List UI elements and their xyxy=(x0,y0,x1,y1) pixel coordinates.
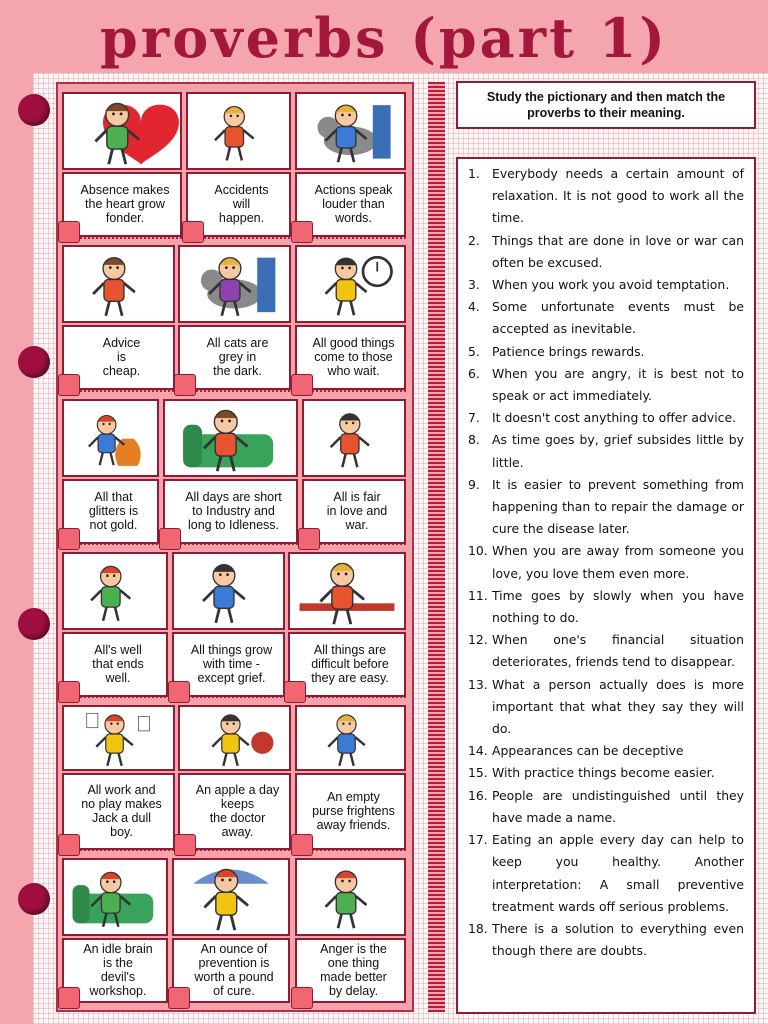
meaning-text: When one's financial situation deteriorates, friends tend to disappear. xyxy=(492,632,744,670)
answer-box[interactable] xyxy=(168,987,190,1009)
answer-box[interactable] xyxy=(291,221,313,243)
punch-hole-icon xyxy=(18,346,50,378)
proverb-caption: All good things come to those who wait. xyxy=(295,325,406,390)
answer-box[interactable] xyxy=(174,834,196,856)
meaning-item xyxy=(468,629,744,673)
proverb-card xyxy=(163,399,298,544)
proverb-card xyxy=(62,552,168,697)
meaning-item xyxy=(468,274,744,296)
meaning-text: As time goes by, grief subsides little by little. xyxy=(492,432,744,470)
answer-box[interactable] xyxy=(58,221,80,243)
proverb-card xyxy=(295,705,406,850)
two-women-talking-icon xyxy=(62,245,175,323)
meaning-number: 17. xyxy=(468,832,488,848)
meaning-text: What a person actually does is more important that what they say they will do. xyxy=(492,676,744,737)
proverb-caption: All things grow with time - except grief. xyxy=(172,632,285,697)
meaning-text: When you work you avoid temptation. xyxy=(492,277,730,293)
proverb-card xyxy=(178,705,291,850)
man-with-empty-purse-icon xyxy=(295,705,406,771)
answer-box[interactable] xyxy=(168,681,190,703)
meaning-number: 7. xyxy=(468,410,480,426)
meaning-text: Patience brings rewards. xyxy=(492,343,645,359)
answer-box[interactable] xyxy=(58,528,80,550)
meaning-number: 2. xyxy=(468,232,480,248)
meanings-list xyxy=(456,157,756,1014)
proverb-caption: Absence makes the heart grow fonder. xyxy=(62,172,182,237)
meaning-item xyxy=(468,341,744,363)
proverb-caption: Accidents will happen. xyxy=(186,172,291,237)
page-title: proverbs (part 1) xyxy=(100,6,668,70)
woman-with-umbrella-icon xyxy=(172,858,290,936)
meaning-number: 9. xyxy=(468,476,480,492)
proverb-caption: All days are short to Industry and long to Idleness. xyxy=(163,479,298,544)
woman-in-armchair-icon xyxy=(163,399,298,477)
proverb-caption: Advice is cheap. xyxy=(62,325,175,390)
meaning-item xyxy=(468,540,744,584)
meaning-number: 5. xyxy=(468,343,480,359)
meaning-item xyxy=(468,363,744,407)
meaning-item xyxy=(468,829,744,918)
meaning-item xyxy=(468,296,744,340)
grey-cat-icon xyxy=(178,245,291,323)
answer-box[interactable] xyxy=(159,528,181,550)
dancing-man-icon xyxy=(62,552,168,630)
man-on-sofa-icon xyxy=(62,858,168,936)
angry-woman-icon xyxy=(295,858,406,936)
meaning-number: 14. xyxy=(468,743,488,759)
proverb-card xyxy=(62,399,159,544)
proverb-card xyxy=(172,552,285,697)
proverb-card xyxy=(295,858,406,1003)
meaning-text: Eating an apple every day can help to keep you healthy. Another interpretation: A small preventive treatment wards off serious problems. xyxy=(492,832,744,914)
answer-box[interactable] xyxy=(58,987,80,1009)
woman-and-man-fighting-icon xyxy=(302,399,406,477)
proverb-caption: An apple a day keeps the doctor away. xyxy=(178,773,291,850)
meaning-item xyxy=(468,762,744,784)
proverb-caption: All cats are grey in the dark. xyxy=(178,325,291,390)
meaning-number: 3. xyxy=(468,277,480,293)
answer-box[interactable] xyxy=(298,528,320,550)
proverb-caption: All is fair in love and war. xyxy=(302,479,406,544)
proverb-card xyxy=(186,92,291,237)
meaning-item xyxy=(468,429,744,473)
meaning-text: Appearances can be deceptive xyxy=(492,743,684,759)
meaning-text: There is a solution to everything even though there are doubts. xyxy=(492,920,744,959)
meaning-number: 12. xyxy=(468,632,488,648)
answer-box[interactable] xyxy=(291,987,313,1009)
proverb-card xyxy=(62,92,182,237)
boy-with-apple-icon xyxy=(178,705,291,771)
proverb-card xyxy=(62,705,175,850)
meaning-number: 16. xyxy=(468,787,488,803)
punch-hole-icon xyxy=(18,608,50,640)
meaning-number: 11. xyxy=(468,587,488,603)
proverb-card xyxy=(295,92,406,237)
answer-box[interactable] xyxy=(174,374,196,396)
proverb-card xyxy=(62,245,175,390)
punch-hole-icon xyxy=(18,883,50,915)
meaning-text: Things that are done in love or war can often be excused. xyxy=(492,232,744,270)
meaning-number: 15. xyxy=(468,765,488,781)
meaning-item xyxy=(468,474,744,541)
meaning-item xyxy=(468,740,744,762)
meaning-number: 1. xyxy=(468,166,480,181)
answer-box[interactable] xyxy=(182,221,204,243)
proverb-caption: Actions speak louder than words. xyxy=(295,172,406,237)
answer-box[interactable] xyxy=(58,834,80,856)
answer-box[interactable] xyxy=(58,681,80,703)
proverb-caption: All things are difficult before they are easy. xyxy=(288,632,406,697)
proverb-caption: All's well that ends well. xyxy=(62,632,168,697)
meaning-text: Some unfortunate events must be accepted as inevitable. xyxy=(492,299,744,337)
meaning-text: When you are angry, it is best not to speak or act immediately. xyxy=(492,365,744,404)
man-with-clock-icon xyxy=(295,245,406,323)
man-with-certificate-icon xyxy=(295,92,406,170)
meaning-text: It doesn't cost anything to offer advice. xyxy=(492,410,737,426)
proverb-card xyxy=(288,552,406,697)
meaning-item xyxy=(468,674,744,741)
meaning-text: With practice things become easier. xyxy=(492,765,715,781)
proverb-card xyxy=(172,858,290,1003)
answer-box[interactable] xyxy=(291,374,313,396)
answer-box[interactable] xyxy=(58,374,80,396)
proverb-card xyxy=(62,858,168,1003)
proverb-card xyxy=(295,245,406,390)
meaning-item xyxy=(468,918,744,962)
meaning-text: People are undistinguished until they have made a name. xyxy=(492,787,744,825)
meaning-text: It is easier to prevent something from happening than to repair the damage or cure the disease later. xyxy=(492,476,744,537)
girl-at-desk-icon xyxy=(288,552,406,630)
punch-hole-icon xyxy=(18,94,50,126)
meaning-number: 4. xyxy=(468,299,480,315)
meaning-item xyxy=(468,585,744,629)
instructions-box: Study the pictionary and then match the proverbs to their meaning. xyxy=(456,81,756,129)
woman-with-vase-icon xyxy=(62,399,159,477)
proverb-card xyxy=(302,399,406,544)
answer-box[interactable] xyxy=(291,834,313,856)
crying-man-icon xyxy=(172,552,285,630)
proverb-caption: All work and no play makes Jack a dull boy. xyxy=(62,773,175,850)
proverb-caption: All that glitters is not gold. xyxy=(62,479,159,544)
slipping-man-icon xyxy=(186,92,291,170)
broken-heart-computer-icon xyxy=(62,92,182,170)
proverb-caption: An ounce of prevention is worth a pound of cure. xyxy=(172,938,290,1003)
proverb-caption: An empty purse frightens away friends. xyxy=(295,773,406,850)
proverb-caption: Anger is the one thing made better by delay. xyxy=(295,938,406,1003)
decorative-stripe xyxy=(428,82,445,1012)
answer-box[interactable] xyxy=(284,681,306,703)
meaning-item xyxy=(468,163,744,230)
meaning-number: 18. xyxy=(468,920,488,936)
meaning-text: Time goes by slowly when you have nothing to do. xyxy=(492,587,744,626)
meaning-number: 13. xyxy=(468,676,488,692)
stressed-man-papers-icon xyxy=(62,705,175,771)
meaning-item xyxy=(468,407,744,429)
meaning-item xyxy=(468,230,744,274)
proverb-card xyxy=(178,245,291,390)
meaning-text: When you are away from someone you love, you love them even more. xyxy=(492,543,744,581)
meaning-number: 6. xyxy=(468,365,480,381)
meaning-number: 10. xyxy=(468,543,488,559)
meaning-text: Everybody needs a certain amount of relaxation. It is not good to work all the time. xyxy=(492,166,744,226)
meaning-number: 8. xyxy=(468,432,480,448)
meaning-item xyxy=(468,785,744,829)
proverb-caption: An idle brain is the devil's workshop. xyxy=(62,938,168,1003)
